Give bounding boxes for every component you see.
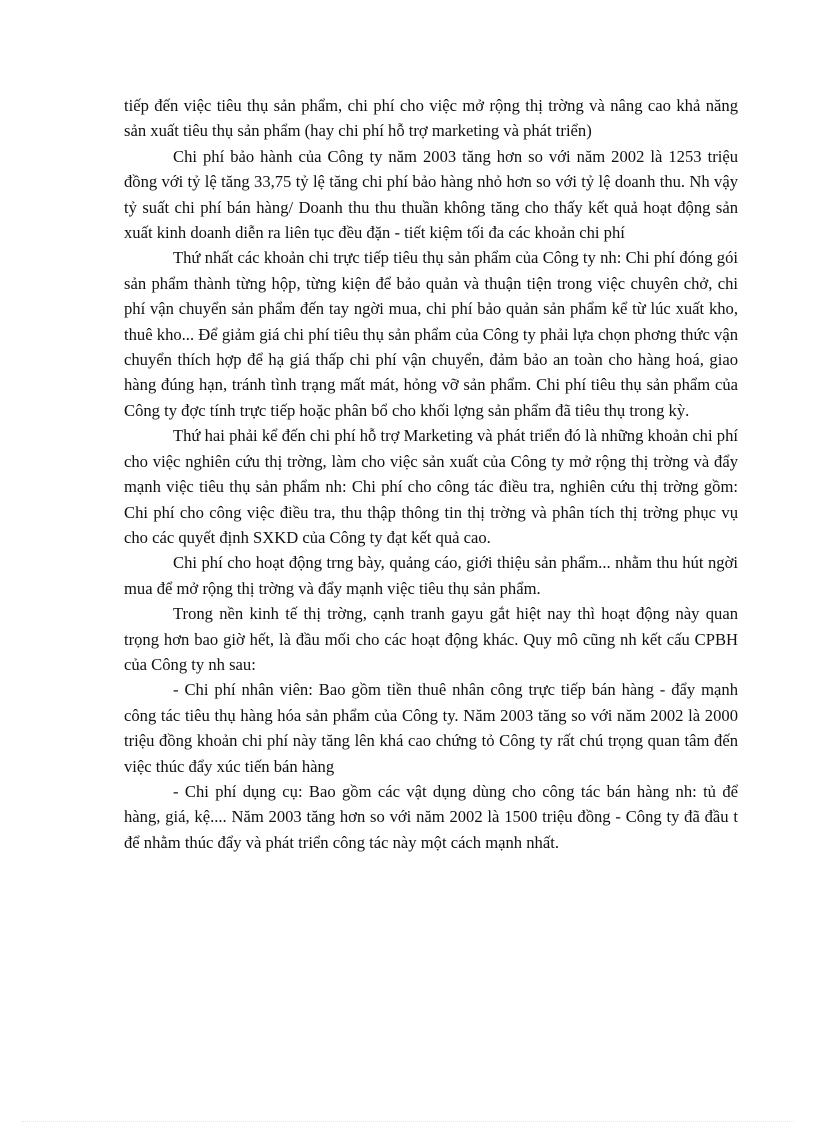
paragraph: Chi phí cho hoạt động trng bày, quảng cáo, giới thiệu sản phẩm... nhằm thu hút ngời mua để mở rộng thị trờng và đẩy mạnh việc tiêu thụ sản phẩm. [124,553,738,598]
paragraph: - Chi phí dụng cụ: Bao gồm các vật dụng dùng cho công tác bán hàng nh: tủ để hàng, giá, kệ.... Năm 2003 tăng hơn so với năm 2002 là 1500 triệu đồng - Công ty đã đầu t để nhằm thúc đẩy và phát triển công tác này một cách mạnh nhất. [124,781,738,852]
paragraph: Chi phí bảo hành của Công ty năm 2003 tăng hơn so với năm 2002 là 1253 triệu đồng với tỷ lệ tăng 33,75 tỷ lệ tăng chi phí bảo hàng nhỏ hơn so với tỷ lệ doanh thu. Nh vậy tỷ suất chi phí bán hàng/ Doanh thu thu thuần không tăng cho thấy kết quả hoạt động sản xuất kinh doanh diễn ra liên tục đều đặn - tiết kiệm tối đa các khoản chi phí [124,146,738,243]
paragraph: - Chi phí nhân viên: Bao gồm tiền thuê nhân công trực tiếp bán hàng - đẩy mạnh công tác tiêu thụ hàng hóa sản phẩm của Công ty. Năm 2003 tăng so với năm 2002 là 2000 triệu đồng khoản chi phí này tăng lên khá cao chứng tỏ Công ty rất chú trọng quan tâm đến việc thúc đẩy xúc tiến bán hàng [124,680,738,776]
paragraph: Thứ hai phải kể đến chi phí hỗ trợ Marketing và phát triển đó là những khoản chi phí cho việc nghiên cứu thị trờng, làm cho việc sản xuất của Công ty mở rộng thị trờng và đẩy mạnh việc tiêu thụ sản phẩm nh: Chi phí cho công tác điều tra, nghiên cứu thị trờng gồm: Chi phí cho công việc điều tra, thu thập thông tin thị trờng và phân tích thị trờng phục vụ cho các quyết định SXKD của Công ty đạt kết quả cao. [124,426,738,547]
page-bottom-divider [22,1121,794,1122]
document-body [124,93,738,855]
paragraph: Trong nền kinh tế thị trờng, cạnh tranh gayu gắt hiệt nay thì hoạt động này quan trọng hơn bao giờ hết, là đầu mối cho các hoạt động khác. Quy mô cũng nh kết cấu CPBH của Công ty nh sau: [124,604,738,674]
paragraph: Thứ nhất các khoản chi trực tiếp tiêu thụ sản phẩm của Công ty nh: Chi phí đóng gói sản phẩm thành từng hộp, từng kiện để bảo quản và thuận tiện trong việc chuyên chở, chi phí vận chuyển sản phẩm đến tay ngời mua, chi phí bảo quản sản phẩm kể từ lúc xuất kho, thuê kho... Để giảm giá chi phí tiêu thụ sản phẩm của Công ty phải lựa chọn phơng thức vận chuyển thích hợp để hạ giá thấp chi phí vận chuyển, đảm bảo an toàn cho hàng hoá, giao hàng đúng hạn, tránh tình trạng mất mát, hỏng vỡ sản phẩm. Chi phí tiêu thụ sản phẩm của Công ty đợc tính trực tiếp hoặc phân bổ cho khối lợng sản phẩm đã tiêu thụ trong kỳ. [124,248,738,420]
paragraph: tiếp đến việc tiêu thụ sản phẩm, chi phí cho việc mở rộng thị trờng và nâng cao khả năng sản xuất tiêu thụ sản phẩm (hay chi phí hỗ trợ marketing và phát triển) [124,96,738,141]
